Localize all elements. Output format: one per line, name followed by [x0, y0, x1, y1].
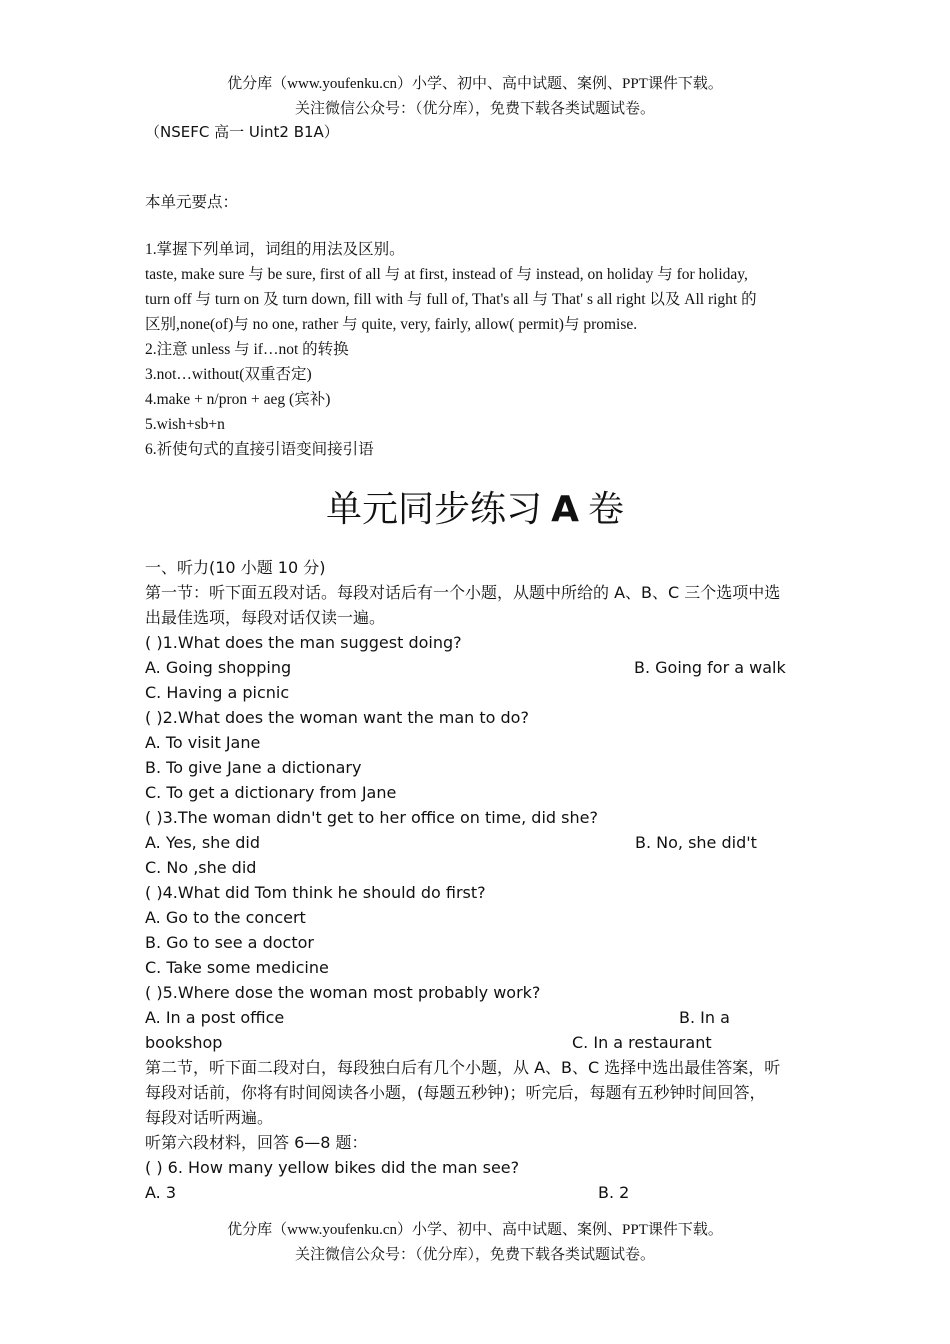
option-a: A. Going shopping	[145, 658, 292, 677]
key-point-line: 1.掌握下列单词，词组的用法及区别。	[145, 241, 405, 258]
course-tag: （NSEFC 高一 Uint2 B1A）	[145, 123, 339, 141]
option-b: B. 2	[598, 1183, 630, 1202]
option-b: B. To give Jane a dictionary	[145, 758, 362, 777]
part2-intro: 第二节，听下面二段对白，每段独白后有几个小题，从 A、B、C 选择中选出最佳答案，听	[145, 1058, 781, 1077]
title-suffix: 卷	[587, 489, 624, 529]
question-1: ( )1.What does the man suggest doing?	[145, 633, 462, 652]
option-c: C. Having a picnic	[145, 683, 290, 702]
option-b-continued: bookshop	[145, 1033, 223, 1052]
part1-intro: 第一节：听下面五段对话。每段对话后有一个小题，从题中所给的 A、B、C 三个选项中选	[145, 583, 781, 602]
key-point-line: turn off 与 turn on 及 turn down, fill with 与 full of, That's all 与 That' s all right 以及 All right 的	[145, 291, 757, 308]
option-b: B. In a	[679, 1008, 730, 1027]
title-letter: A	[551, 489, 579, 530]
option-c: C. To get a dictionary from Jane	[145, 783, 397, 802]
option-a: A. 3	[145, 1183, 177, 1202]
option-a: A. To visit Jane	[145, 733, 261, 752]
option-b: B. Go to see a doctor	[145, 933, 314, 952]
header-line-1: 优分库（www.youfenku.cn）小学、初中、高中试题、案例、PPT课件下载。	[227, 76, 723, 92]
footer-line-2: 关注微信公众号：（优分库），免费下载各类试题试卷。	[294, 1247, 655, 1263]
key-point-line: taste, make sure 与 be sure, first of all 与 at first, instead of 与 instead, on holiday 与 for holiday,	[145, 266, 748, 283]
part2-intro: 每段对话前，你将有时间阅读各小题，(每题五秒钟)；听完后，每题有五秒钟时间回答，	[145, 1083, 766, 1102]
option-b: B. Going for a walk	[634, 658, 786, 677]
key-point-line: 2.注意 unless 与 if…not 的转换	[145, 341, 349, 358]
key-point-line: 4.make + n/pron + aeg (宾补)	[145, 391, 331, 408]
header-line-2: 关注微信公众号：（优分库），免费下载各类试题试卷。	[294, 101, 655, 117]
option-c: C. No ,she did	[145, 858, 257, 877]
key-point-line: 5.wish+sb+n	[145, 416, 225, 433]
section-heading: 一、听力(10 小题 10 分)	[145, 558, 326, 577]
sixth-intro: 听第六段材料，回答 6—8 题：	[145, 1133, 368, 1152]
title-main: 单元同步练习	[326, 489, 543, 529]
option-b: B. No, she did't	[635, 833, 757, 852]
option-a: A. Go to the concert	[145, 908, 306, 927]
question-5: ( )5.Where dose the woman most probably work?	[145, 983, 541, 1002]
key-points-heading: 本单元要点：	[145, 194, 239, 211]
part2-intro: 每段对话听两遍。	[145, 1108, 274, 1127]
page-title	[0, 487, 950, 532]
question-4: ( )4.What did Tom think he should do first?	[145, 883, 486, 902]
option-c: C. In a restaurant	[572, 1033, 712, 1052]
footer-line-1: 优分库（www.youfenku.cn）小学、初中、高中试题、案例、PPT课件下载。	[227, 1222, 723, 1238]
option-a: A. In a post office	[145, 1008, 285, 1027]
option-c: C. Take some medicine	[145, 958, 329, 977]
question-3: ( )3.The woman didn't get to her office on time, did she?	[145, 808, 598, 827]
question-6: ( ) 6. How many yellow bikes did the man see?	[145, 1158, 520, 1177]
key-point-line: 区别,none(of)与 no one, rather 与 quite, very, fairly, allow( permit)与 promise.	[145, 316, 638, 333]
key-point-line: 6.祈使句式的直接引语变间接引语	[145, 441, 374, 458]
key-point-line: 3.not…without(双重否定)	[145, 366, 312, 383]
part1-intro: 出最佳选项，每段对话仅读一遍。	[145, 608, 386, 627]
question-2: ( )2.What does the woman want the man to do?	[145, 708, 529, 727]
option-a: A. Yes, she did	[145, 833, 260, 852]
